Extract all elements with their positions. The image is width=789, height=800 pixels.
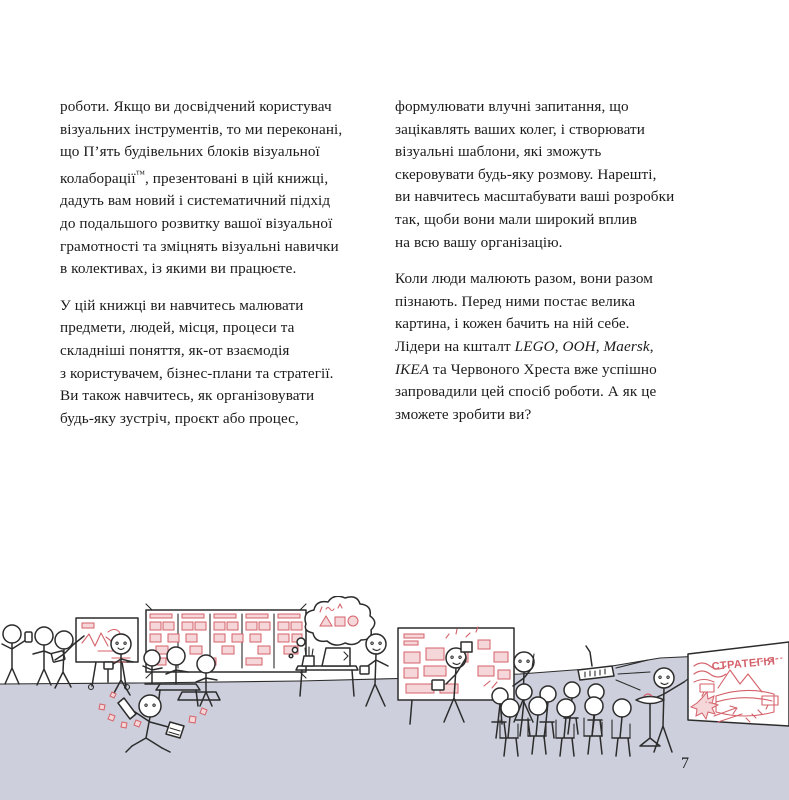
text-line: зможете зробити ви? — [395, 405, 532, 423]
text-line: запровадили цей спосіб роботи. А як це — [395, 383, 657, 401]
strategy-board — [688, 642, 789, 726]
text-line: формулювати влучні запитання, що — [395, 98, 629, 115]
collaboration-scene-svg — [0, 596, 789, 800]
right-paragraph-2 — [395, 268, 665, 426]
text-line: що П’ять будівельних блоків візуальної — [60, 143, 320, 161]
brand-lego: LEGO — [514, 337, 555, 355]
text-line: Коли люди малюють разом, вони разом — [395, 270, 654, 288]
flipchart-with-arrows — [76, 618, 138, 690]
strategy-board-label: СТРАТЕГІЯ — [711, 655, 776, 673]
right-paragraph-1 — [395, 96, 675, 254]
text-line: колаборації™, презентовані в цій книжці, — [60, 169, 329, 187]
page-number: 7 — [681, 755, 689, 772]
illustration — [0, 596, 789, 800]
text-line: У цій книжці ви навчитесь малювати — [60, 296, 304, 314]
trademark-symbol: ™ — [135, 169, 145, 180]
text-line: Ви також навчитесь, як організовувати — [60, 387, 315, 405]
text-line: будь-яку зустріч, проєкт або процес, — [60, 409, 299, 427]
large-board-with-sticky-notes — [146, 604, 306, 678]
person-with-phone — [2, 625, 32, 684]
text-line: зацікавлять ваших колег, і створювати — [395, 120, 646, 138]
left-column — [0, 0, 343, 430]
text-line: Лідери на кшталт LEGO, ООН, Maersk, — [395, 337, 654, 355]
brand-oon: ООН — [562, 337, 596, 355]
text-line: ви навчитесь масштабувати ваші розробки — [395, 188, 675, 206]
text-line: предмети, людей, місця, процеси та — [60, 319, 295, 337]
text-line: так, щоби вони мали широкий вплив — [395, 210, 637, 228]
text-line: IKEA та Червоного Хреста вже успішно — [395, 360, 657, 378]
right-column — [335, 0, 675, 430]
text-line: роботи. Якщо ви досвідчений користувач — [60, 98, 332, 115]
text-line: на всю вашу організацію. — [395, 233, 563, 251]
text-line: грамотності та зміцнять візуальні навички — [60, 237, 339, 255]
left-paragraph-1 — [60, 96, 343, 281]
text-line: картина, і кожен бачить на ній себе. — [395, 315, 630, 333]
brand-ikea: IKEA — [395, 360, 430, 378]
text-line: скеровувати будь-яку розмову. Нарешті, — [395, 165, 657, 183]
text-line: до подальшого розвитку вашої візуальної — [60, 215, 333, 233]
text-line: пізнають. Перед ними постає велика — [395, 292, 636, 310]
brand-maersk: Maersk — [603, 337, 650, 355]
text-line: візуальні шаблони, які зможуть — [395, 143, 602, 161]
left-paragraph-2 — [60, 295, 334, 431]
text-line: в колективах, із якими ви працюєте. — [60, 260, 297, 278]
text-line: з користувачем, бізнес-плани та стратегії. — [60, 364, 334, 382]
text-line: візуальних інструментів, то ми переконані, — [60, 120, 343, 138]
text-line: складніші поняття, як-от взаємодія — [60, 342, 290, 359]
text-line: дадуть вам новий і систематичний підхід — [60, 192, 331, 210]
